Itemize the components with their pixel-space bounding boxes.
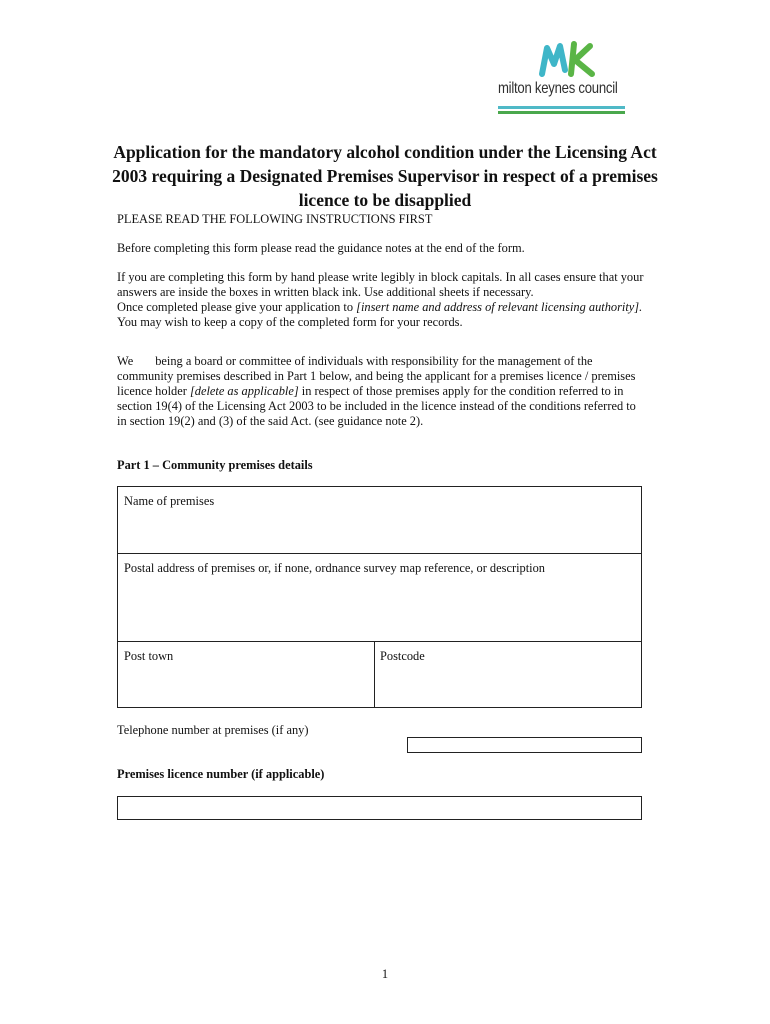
page-number: 1 <box>381 967 389 981</box>
declaration-paragraph <box>117 354 647 429</box>
post-town-label: Post town <box>124 649 174 663</box>
submission-text-start: Once completed please give your application to <box>117 300 357 314</box>
post-town-field[interactable] <box>118 642 374 707</box>
council-name: milton keynes council <box>498 80 618 97</box>
postal-address-field[interactable] <box>118 554 641 641</box>
licence-number-label: Premises licence number (if applicable) <box>117 767 325 781</box>
logo-rule-green <box>498 111 625 114</box>
logo-rule-teal <box>498 106 625 109</box>
declaration-we: We <box>117 354 134 368</box>
authority-placeholder: [insert name and address of relevant licensing authority]. <box>356 300 643 314</box>
delete-as-applicable: [delete as applicable] <box>189 384 299 398</box>
instructions-heading: PLEASE READ THE FOLLOWING INSTRUCTIONS FIRST <box>117 212 433 226</box>
completion-text: If you are completing this form by hand please write legibly in block capitals. In all cases ensure that your answers are inside the boxes in written black ink. Use additional sheets if necessary. <box>117 270 644 299</box>
postal-address-label: Postal address of premises or, if none, ordnance survey map reference, or description <box>124 561 545 575</box>
form-title: Application for the mandatory alcohol condition under the Licensing Act 2003 requiring a Designated Premises Supervisor in respect of a premises licence to be disapplied <box>112 142 658 210</box>
name-of-premises-label: Name of premises <box>124 494 215 508</box>
postcode-label: Postcode <box>380 649 425 663</box>
submission-text-end: You may wish to keep a copy of the completed form for your records. <box>117 315 463 329</box>
guidance-paragraph: Before completing this form please read the guidance notes at the end of the form. <box>117 241 525 255</box>
postcode-field[interactable] <box>375 642 641 707</box>
telephone-label: Telephone number at premises (if any) <box>117 723 309 737</box>
name-of-premises-field[interactable] <box>118 487 641 553</box>
declaration-text-b: in respect of those premises apply for the condition referred to in section 19(4) of the Licensing Act 2003 to be included in the licence instead of the conditions referred to in section 19(2) and (3) of the said Act. (see guidance note 2). <box>117 384 636 428</box>
part1-heading: Part 1 – Community premises details <box>117 458 313 472</box>
telephone-input[interactable] <box>407 737 642 753</box>
premises-details-table <box>117 486 642 708</box>
licence-number-input[interactable] <box>117 796 642 820</box>
mk-logo-mark <box>538 40 608 80</box>
declaration-text-a: being a board or committee of individuals with responsibility for the management of the community premises described in Part 1 below, and being the applicant for a premises licence / premises licence holder <box>117 354 636 398</box>
completion-instructions <box>117 270 647 330</box>
council-logo <box>498 40 632 122</box>
